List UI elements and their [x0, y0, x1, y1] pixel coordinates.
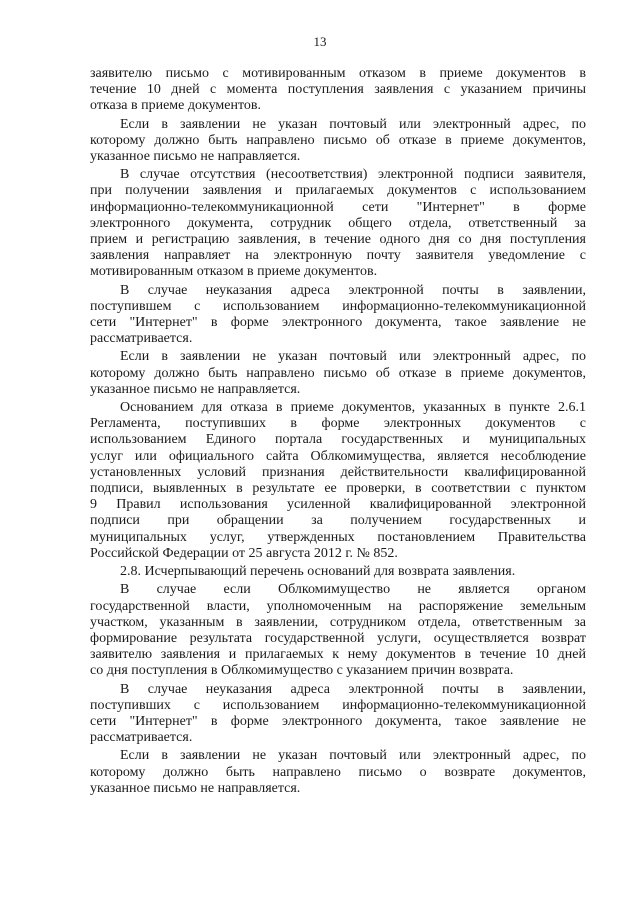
text-line: Российской Федерации от 25 августа 2012 г. № 852.: [90, 545, 398, 561]
paragraph: [90, 167, 586, 280]
text-line: Основанием для отказа в приеме документов, указанных в пункте 2.6.1: [120, 400, 586, 416]
text-line: заявителю письмо с мотивированным отказом в приеме документов в: [90, 66, 586, 81]
text-line: течение 10 дней с момента поступления заявления с указанием причины: [90, 82, 586, 98]
page-number: 13: [313, 34, 327, 49]
paragraph: [90, 283, 586, 348]
text-line: государственной власти, уполномоченным на распоряжение земельным: [90, 598, 586, 614]
text-line: В случае отсутствия (несоответствия) электронной подписи заявителя,: [120, 167, 586, 183]
text-line: прием и регистрацию заявления, в течение одного дня со дня поступления: [90, 232, 586, 248]
text-line: сети "Интернет" в форме электронного документа, такое заявление не: [90, 713, 586, 729]
text-line: рассматривается.: [90, 730, 193, 746]
text-line: В случае если Облкомимущество не является органом: [120, 582, 586, 598]
text-line: указанное письмо не направляется.: [90, 381, 301, 397]
text-line: муниципальных услуг, утвержденных постановлением Правительства: [90, 529, 586, 545]
paragraph: [90, 400, 586, 562]
paragraph: [90, 349, 586, 398]
text-line: рассматривается.: [90, 331, 193, 347]
text-line: мотивированным отказом в приеме документов.: [90, 264, 378, 280]
paragraph: [90, 748, 586, 797]
text-line: подписи при обращении за получением государственных и: [90, 513, 586, 529]
text-line: сети "Интернет" в форме электронного документа, такое заявление не: [90, 315, 586, 331]
paragraph: [90, 66, 586, 115]
text-line: Если в заявлении не указан почтовый или электронный адрес, по: [120, 116, 586, 132]
text-line: со дня поступления в Облкомимущество с указанием причин возврата.: [90, 663, 514, 679]
text-line: поступившем с использованием информационно-телекоммуникационной: [90, 298, 586, 314]
text-line: формирование результата государственной услуги, осуществляется возврат: [90, 630, 586, 646]
document-body: [90, 66, 586, 799]
text-line: В случае неуказания адреса электронной почты в заявлении,: [120, 282, 586, 298]
text-line: подписи, выявленных в результате ее проверки, в соответствии с пунктом: [90, 481, 586, 497]
text-line: которому должно быть направлено письмо об отказе в приеме документов,: [90, 132, 586, 148]
paragraph: [90, 582, 586, 679]
paragraph: [90, 682, 586, 747]
text-line: Если в заявлении не указан почтовый или электронный адрес, по: [120, 349, 586, 365]
text-line: Если в заявлении не указан почтовый или электронный адрес, по: [120, 748, 586, 764]
text-line: участком, указанным в заявлении, сотрудником отдела, ответственным за: [90, 614, 586, 630]
paragraph: [90, 564, 586, 580]
text-line: Регламента, поступивших в форме электронных документов с: [90, 416, 586, 432]
text-line: 2.8. Исчерпывающий перечень оснований для возврата заявления.: [120, 564, 516, 580]
text-line: указанное письмо не направляется.: [90, 149, 301, 165]
text-line: 9 Правил использования усиленной квалифицированной электронной: [90, 497, 586, 513]
paragraph: [90, 117, 586, 166]
text-line: установленных условий признания действительности квалифицированной: [90, 464, 586, 480]
text-line: которому должно быть направлено письмо об отказе в приеме документов,: [90, 365, 586, 381]
text-line: указанное письмо не направляется.: [90, 780, 301, 796]
text-line: информационно-телекоммуникационной сети "Интернет" в форме: [90, 199, 586, 215]
text-line: услуг или официального сайта Облкомимущества, является несоблюдение: [90, 448, 586, 464]
text-line: при получении заявления и прилагаемых документов с использованием: [90, 183, 586, 199]
text-line: поступивших с использованием информационно-телекоммуникационной: [90, 697, 586, 713]
text-line: которому должно быть направлено письмо о возврате документов,: [90, 764, 586, 780]
text-line: заявления направляет на электронную почту заявителя уведомление с: [90, 248, 586, 264]
text-line: электронного документа, сотрудник общего отдела, ответственный за: [90, 215, 586, 231]
text-line: использованием Единого портала государственных и муниципальных: [90, 432, 586, 448]
text-line: отказа в приеме документов.: [90, 98, 262, 114]
text-line: заявителю заявления и прилагаемых к нему документов в течение 10 дней: [90, 647, 586, 663]
text-line: В случае неуказания адреса электронной почты в заявлении,: [120, 681, 586, 697]
